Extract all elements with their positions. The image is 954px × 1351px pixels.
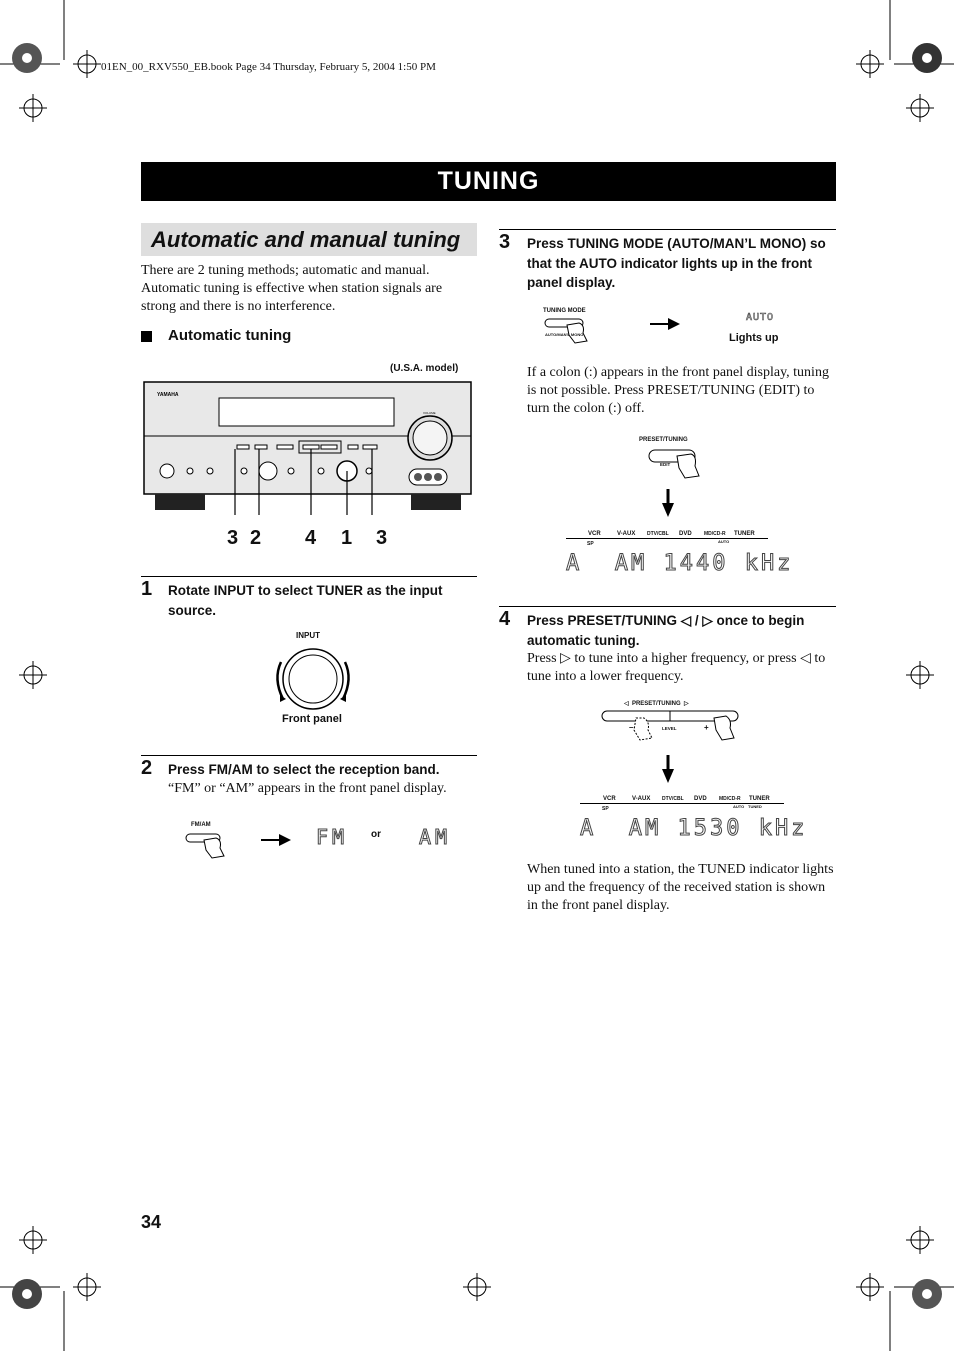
step-2-title: Press FM/AM to select the reception band. xyxy=(168,762,440,777)
display-am: AM xyxy=(419,825,452,849)
step-4-after: When tuned into a station, the TUNED indicator lights up and the frequency of the received station is shown in the front panel display. xyxy=(527,862,834,913)
file-header: 01EN_00_RXV550_EB.book Page 34 Thursday, February 5, 2004 1:50 PM xyxy=(101,61,436,73)
level-label: LEVEL xyxy=(662,726,677,731)
step-3-title: Press TUNING MODE (AUTO/MAN’L MONO) so that the AUTO indicator lights up in the front panel display. xyxy=(527,236,826,290)
step-4-title: Press PRESET/TUNING ◁ / ▷ once to begin automatic tuning. xyxy=(527,613,805,648)
display-1-text: A AM 1440 kHz xyxy=(566,551,794,576)
receiver-volume-label: VOLUME xyxy=(423,411,436,415)
step-4-rule xyxy=(499,606,836,607)
arrow-down-icon-2 xyxy=(662,755,674,783)
tuning-mode-sublabel: AUTO/MAN'L MONO xyxy=(545,332,584,337)
arrow-right-icon xyxy=(261,834,291,846)
callout-1: 1 xyxy=(341,527,353,549)
step-4-body: Press ▷ to tune into a higher frequency, or press ◁ to tune into a lower frequency. xyxy=(527,651,826,684)
lights-up-caption: Lights up xyxy=(729,332,779,344)
display-fm: FM xyxy=(316,825,349,849)
callout-3-left: 3 xyxy=(227,527,239,549)
auto-indicator: AUTO xyxy=(746,312,775,323)
preset-edit-button xyxy=(647,446,707,482)
arrow-right-icon-2 xyxy=(650,318,680,330)
tuning-mode-button xyxy=(543,315,593,347)
step-1-rule xyxy=(141,576,477,577)
step-3-number: 3 xyxy=(499,231,511,253)
front-panel-caption: Front panel xyxy=(282,713,342,725)
step-3-body: If a colon (:) appears in the front panel display, tuning is not possible. Press PRESET/TUNING (EDIT) to turn the colon (:) off. xyxy=(527,365,829,416)
callout-4: 4 xyxy=(305,527,317,549)
step-2-rule xyxy=(141,755,477,756)
preset-tuning-label: PRESET/TUNING xyxy=(639,437,688,443)
preset-tuning-arrows-label: ◁ PRESET/TUNING ▷ xyxy=(624,701,689,707)
intro-text: There are 2 tuning methods; automatic and manual. Automatic tuning is effective when station signals are strong and there is no interference. xyxy=(141,263,443,314)
section-title: Automatic and manual tuning xyxy=(141,223,477,256)
receiver-brand: YAMAHA xyxy=(157,392,179,398)
callout-3-right: 3 xyxy=(376,527,388,549)
front-display-2: VCR V-AUX DTV/CBL DVD MD/CD-R TUNER SP AUTO TUNED A AM 1530 kHz xyxy=(580,796,808,841)
step-1-number: 1 xyxy=(141,578,153,600)
input-knob-label: INPUT xyxy=(296,631,320,640)
or-text: or xyxy=(371,829,381,840)
step-4-number: 4 xyxy=(499,608,511,630)
display-2-text: A AM 1530 kHz xyxy=(580,816,808,841)
step-1-title: Rotate INPUT to select TUNER as the input source. xyxy=(168,583,443,618)
page-number: 34 xyxy=(141,1212,162,1232)
model-note: (U.S.A. model) xyxy=(390,363,459,374)
plus-label: + xyxy=(704,723,709,732)
edit-label: EDIT xyxy=(660,462,671,467)
input-knob-icon xyxy=(269,644,357,714)
callout-2: 2 xyxy=(250,527,262,549)
step-3-rule xyxy=(499,229,836,230)
minus-label: – xyxy=(629,723,634,732)
front-display-1: VCR V-AUX DTV/CBL DVD MD/CD-R TUNER SP AUTO A AM 1440 kHz xyxy=(566,531,794,576)
page-title: TUNING xyxy=(141,162,836,201)
tuning-mode-label: TUNING MODE xyxy=(543,308,586,314)
subsection-marker xyxy=(141,331,152,342)
fm-am-button-label: FM/AM xyxy=(191,822,211,828)
receiver-front-panel xyxy=(143,381,473,515)
fm-am-button xyxy=(184,830,229,860)
arrow-down-icon xyxy=(662,489,674,517)
step-2-body: “FM” or “AM” appears in the front panel display. xyxy=(168,781,447,796)
step-2-number: 2 xyxy=(141,757,153,779)
subsection-title: Automatic tuning xyxy=(168,327,292,344)
